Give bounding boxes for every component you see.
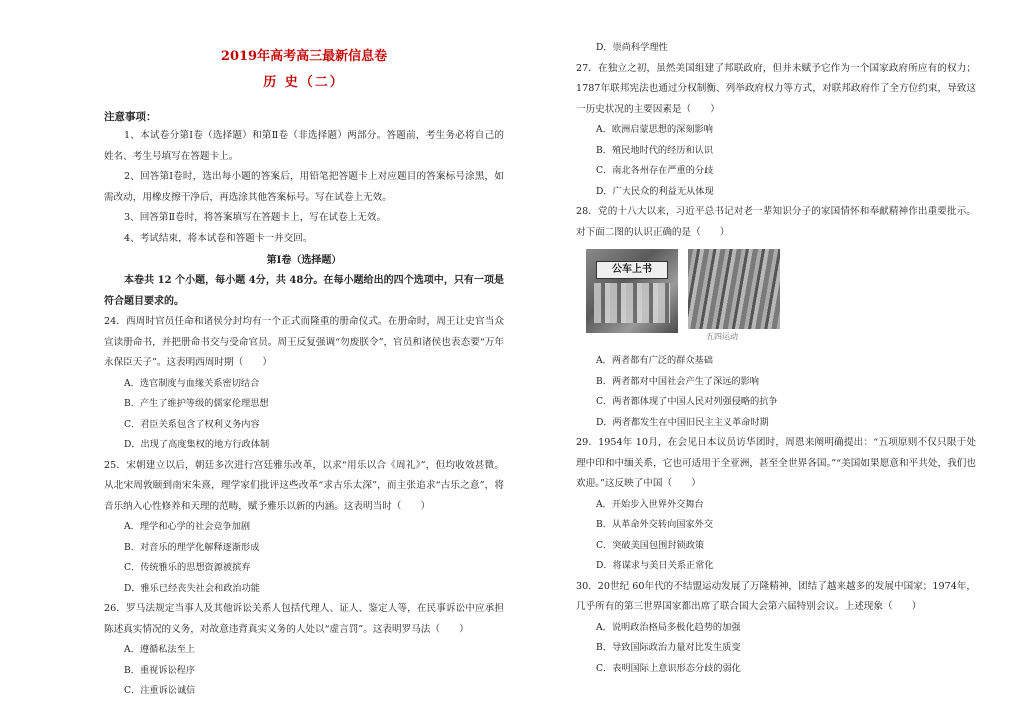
question-stem: 24．西周时官员任命和诸侯分封均有一个正式而隆重的册命仪式。在册命时，周王让史官当众宣读册命书，并把册命书交与受命官员。周王反复强调“勿废朕令”，官员和诸侯也表态要“万年永保臣天子”。这表明西周时期（ ） [104,316,504,368]
option-c: C．两者都体现了中国人民对列强侵略的抗争 [596,396,778,407]
option-c: C．传统雅乐的思想资源被摈弃 [124,562,251,573]
question-28 [576,202,976,433]
question-stem: 30．20世纪 60年代的不结盟运动发展了万隆精神，团结了越来越多的发展中国家；1974年，几乎所有的第三世界国家都出席了联合国大会第六届特别会议。上述现象（ ） [576,580,976,612]
question-stem: 26．罗马法规定当事人及其他诉讼关系人包括代理人、证人、鉴定人等，在民事诉讼中应承担陈述真实情况的义务，对故意违背真实义务的人处以“虚言罚”。这表明罗马法（ ） [104,603,504,635]
question-24 [104,312,504,456]
notice-item: 1、本试卷分第Ⅰ卷（选择题）和第Ⅱ卷（非选择题）两部分。答题前，考生务必将自己的姓名、考生号填写在答题卡上。 [104,130,504,162]
right-column [576,38,976,679]
notice-item: 2、回答第Ⅰ卷时，选出每小题的答案后，用铅笔把答题卡上对应题目的答案标号涂黑，如需改动，用橡皮擦干净后，再选涂其他答案标号。写在试卷上无效。 [104,171,504,203]
option-a: A．两者都有广泛的群众基础 [596,355,713,366]
photo-caption: 五四运动 [706,332,738,341]
left-column [104,38,504,702]
option-d: D．将谋求与美日关系正常化 [596,560,714,571]
question-25 [104,456,504,600]
option-b: B．殖民地时代的经历和认识 [596,144,714,156]
option-c: C．君臣关系包含了权利义务内容 [124,418,260,430]
option-c: C．突破美国包围封锁政策 [596,539,705,551]
option-b: B．两者都对中国社会产生了深远的影响 [596,375,759,387]
section-instructions: 本卷共 12 个小题，每小题 4分，共 48分。在每小题给出的四个选项中，只有一项是符合题目要求的。 [104,275,504,307]
option-a: A．开始步入世界外交舞台 [596,498,704,510]
option-b: B．产生了维护等级的儒家伦理思想 [124,398,269,409]
notice-heading: 注意事项： [104,111,157,123]
question-stem: 27．在独立之初，虽然美国组建了邦联政府，但并未赋予它作为一个国家政府所应有的权力；1787年联邦宪法也通过分权制衡、列举政府权力等方式，对联邦政府作了全方位约束，导致这一历史状况的主要因素是（ ） [576,62,976,115]
question-images [586,249,976,345]
question-stem: 25．宋朝建立以后，朝廷多次进行宫廷雅乐改革，以求“用乐以合《周礼》”，但均收效甚微。从北宋周敦颐到南宋朱熹，理学家们批评这些改革“求古乐太深”，而主张追求“古乐之意”，将音乐纳入心性修养和天理的范畴，赋予雅乐以新的内涵。这表明当时（ ） [104,459,504,512]
option-c: C．表明国际上意识形态分歧的弱化 [596,662,741,674]
notice-item: 3、回答第Ⅱ卷时，将答案填写在答题卡上，写在试卷上无效。 [124,212,387,223]
option-b: B．重视诉讼程序 [124,664,196,676]
notice-item: 4、考试结束，将本试卷和答题卡一并交回。 [124,232,313,244]
option-d: D．雅乐已经丧失社会和政治功能 [124,582,260,594]
option-c: C．南北各州存在严重的分歧 [596,165,714,176]
question-26 [104,599,504,702]
question-stem: 28．党的十八大以来，习近平总书记对老一辈知识分子的家国情怀和奉献精神作出重要批示。对下面二图的认识正确的是（ ） [576,206,976,238]
question-29 [576,433,976,577]
option-b: B．从革命外交转向国家外交 [596,519,714,530]
option-d: D．崇尚科学理性 [596,42,668,53]
option-d: D．两者都发生在中国旧民主主义革命时期 [596,416,769,428]
photo-may-fourth-relief [688,249,780,329]
option-d: D．出现了高度集权的地方行政体制 [124,439,270,450]
section-title: 第Ⅰ卷（选择题） [266,255,342,266]
photo-gongche-shangshu [586,249,678,333]
question-30 [576,577,976,680]
exam-subtitle: 历 史（二） [263,75,345,90]
option-a: A．选官制度与血缘关系密切结合 [124,377,260,389]
question-27 [576,59,976,203]
option-b: B．对音乐的理学化解释逐渐形成 [124,541,260,553]
question-stem: 29．1954年 10月，在会见日本议员访华团时，周恩来阐明确提出：“五项原则不仅只限于处理中印和中缅关系，它也可适用于全亚洲，甚至全世界各国。”“美国如果愿意和平共处，我们也欢迎。”这反映了中国（ ） [576,437,976,489]
option-c: C．注重诉讼诚信 [124,685,196,696]
photo-figures [594,283,670,323]
option-d: D．广大民众的利益无从体现 [596,185,714,197]
option-a: A．欧洲启蒙思想的深刻影响 [596,124,713,135]
option-a: A．理学和心学的社会竞争加剧 [124,521,251,532]
option-a: A．遵循私法至上 [124,644,195,655]
photo-sign-text: 公车上书 [596,261,668,279]
exam-title: 2019年高考高三最新信息卷 [220,49,388,64]
option-b: B．导致国际政治力量对比发生质变 [596,642,741,653]
option-a: A．说明政治格局多极化趋势的加强 [596,621,741,633]
